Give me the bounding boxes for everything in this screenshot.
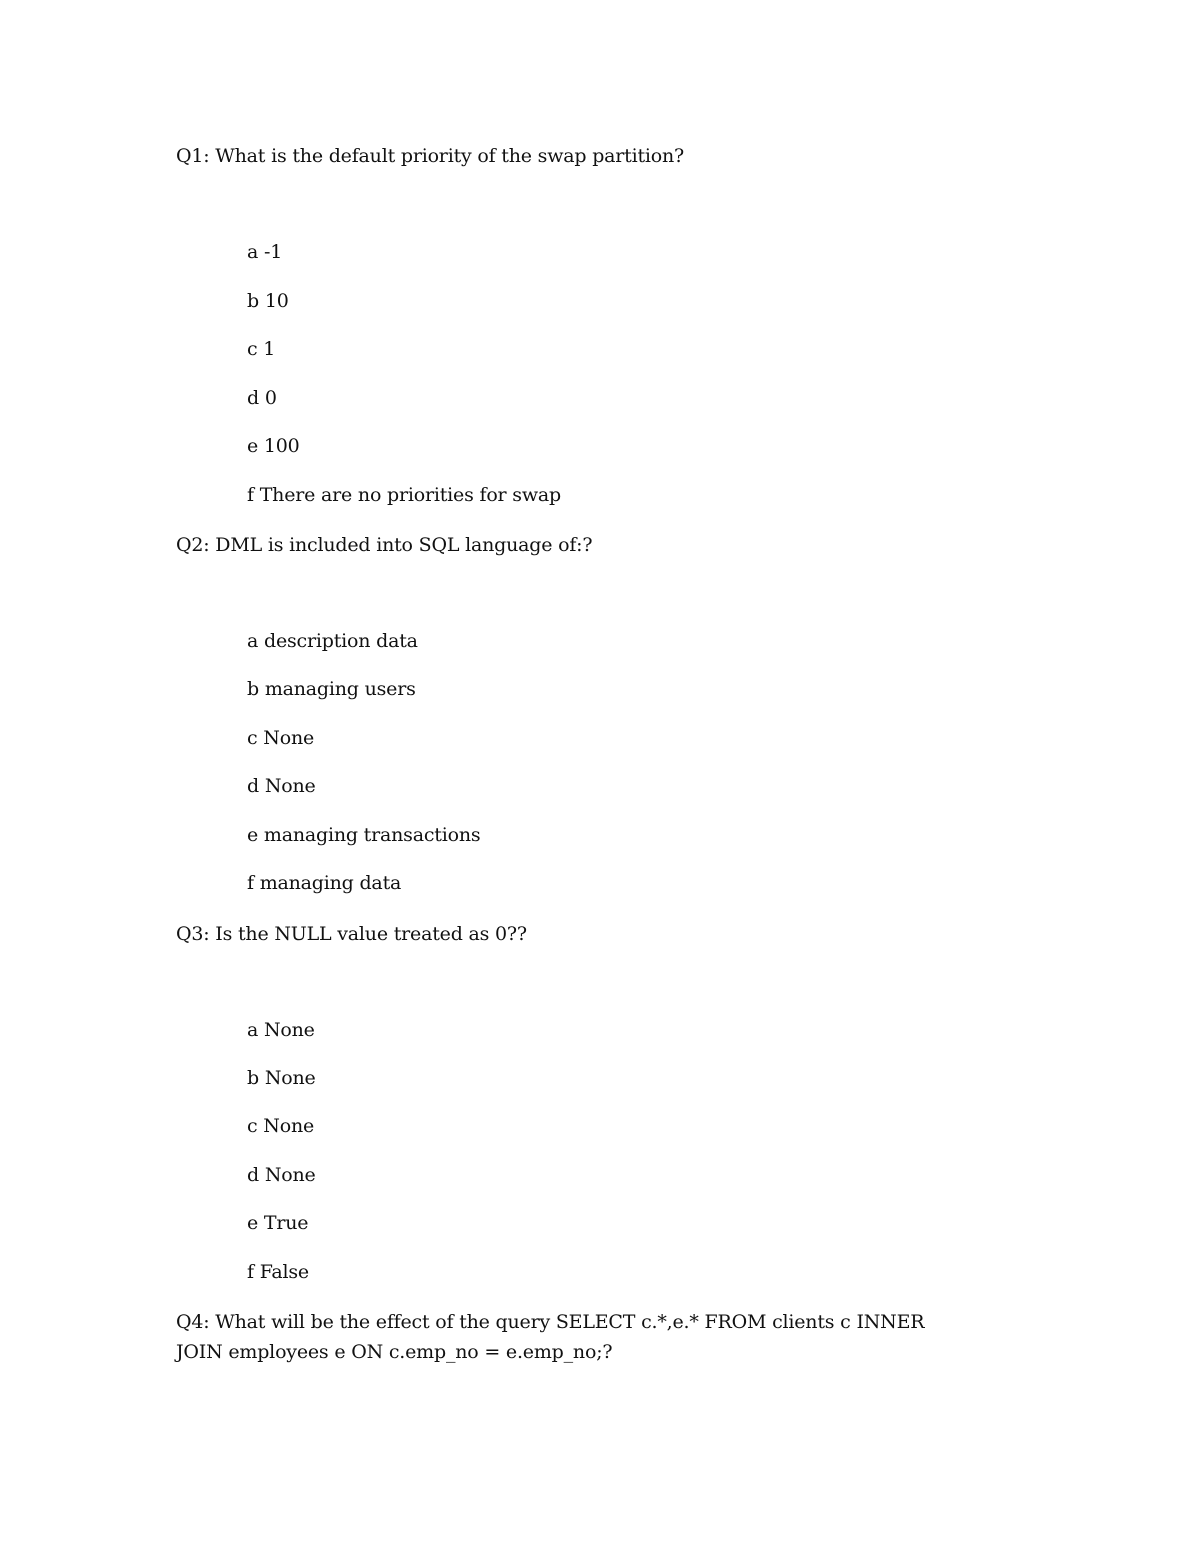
option-letter: c xyxy=(247,727,258,749)
option-letter: e xyxy=(247,824,259,846)
question-3-option-d xyxy=(247,1162,316,1188)
option-text: 10 xyxy=(264,290,289,312)
question-1-option-a xyxy=(247,239,282,265)
option-letter: b xyxy=(247,678,259,700)
question-2-option-b xyxy=(247,676,416,702)
option-letter: e xyxy=(247,435,259,457)
option-text: None xyxy=(264,775,316,797)
option-text: description data xyxy=(263,630,418,652)
option-letter: c xyxy=(247,338,258,360)
option-text: 1 xyxy=(263,338,276,360)
option-text: None xyxy=(263,1019,315,1041)
option-letter: a xyxy=(247,241,259,263)
question-2-option-f xyxy=(247,870,401,896)
option-letter: e xyxy=(247,1212,259,1234)
question-2-option-a xyxy=(247,628,418,654)
option-text: False xyxy=(259,1261,309,1283)
option-text: managing users xyxy=(264,678,416,700)
option-text: managing data xyxy=(259,872,402,894)
option-letter: f xyxy=(247,484,254,506)
question-3-text: Q3: Is the NULL value treated as 0?? xyxy=(176,923,527,945)
question-4-text: Q4: What will be the effect of the query SELECT c.*,e.* FROM clients c INNER JOIN employees e ON c.emp_no = e.emp_no;? xyxy=(176,1311,925,1363)
option-letter: d xyxy=(247,387,259,409)
question-1-option-e xyxy=(247,433,300,459)
option-text: None xyxy=(264,1164,316,1186)
option-text: None xyxy=(263,727,315,749)
option-text: There are no priorities for swap xyxy=(259,484,561,506)
question-2-option-d xyxy=(247,773,316,799)
question-3-option-a xyxy=(247,1017,315,1043)
option-letter: d xyxy=(247,1164,259,1186)
option-letter: d xyxy=(247,775,259,797)
question-3-option-f xyxy=(247,1259,309,1285)
question-2-option-e xyxy=(247,822,480,848)
option-letter: f xyxy=(247,1261,254,1283)
question-2-text: Q2: DML is included into SQL language of:? xyxy=(176,534,593,556)
option-text: 0 xyxy=(264,387,277,409)
question-1-option-f xyxy=(247,482,561,508)
option-letter: c xyxy=(247,1115,258,1137)
option-letter: b xyxy=(247,1067,259,1089)
question-1-option-c xyxy=(247,336,275,362)
option-letter: a xyxy=(247,1019,259,1041)
option-text: None xyxy=(264,1067,316,1089)
question-3-option-e xyxy=(247,1210,308,1236)
option-text: managing transactions xyxy=(263,824,481,846)
question-1-text: Q1: What is the default priority of the swap partition? xyxy=(176,145,685,167)
option-letter: f xyxy=(247,872,254,894)
question-3-option-b xyxy=(247,1065,316,1091)
option-letter: b xyxy=(247,290,259,312)
option-text: None xyxy=(263,1115,315,1137)
option-letter: a xyxy=(247,630,259,652)
option-text: True xyxy=(263,1212,309,1234)
question-1-option-d xyxy=(247,385,277,411)
question-3-option-c xyxy=(247,1113,314,1139)
question-1-option-b xyxy=(247,288,289,314)
question-2-option-c xyxy=(247,725,314,751)
option-text: -1 xyxy=(263,241,283,263)
option-text: 100 xyxy=(263,435,300,457)
